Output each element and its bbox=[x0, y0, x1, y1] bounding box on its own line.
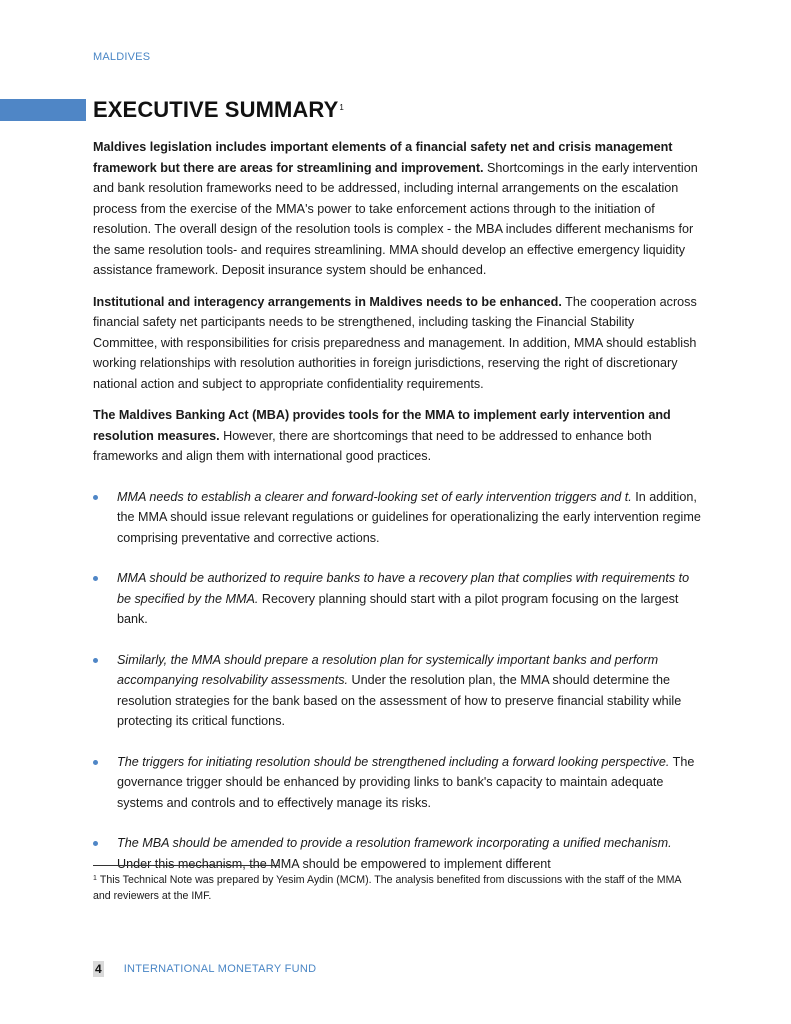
footer-label: INTERNATIONAL MONETARY FUND bbox=[123, 963, 317, 975]
paragraph-lead: Maldives legislation includes important elements of a financial safety net and crisis management framework but there are areas for streamlining and improvement. bbox=[93, 140, 673, 175]
page-number: 4 bbox=[95, 962, 102, 976]
list-item-text: Under the resolution plan, the MMA should determine the resolution strategies for the bank based on the assessment of how to preserve financial stability while protecting its critical functions. bbox=[117, 673, 682, 728]
list-item-lead: The triggers for initiating resolution should be strengthened including a forward looking perspective. bbox=[117, 754, 670, 769]
list-item bbox=[93, 752, 701, 814]
recommendation-list bbox=[93, 487, 701, 875]
footnote-text: This Technical Note was prepared by Yesim Aydin (MCM). The analysis benefited from discussions with the staff of the MMA and reviewers at the IMF. bbox=[93, 874, 681, 902]
paragraph-lead: The Maldives Banking Act (MBA) provides tools for the MMA to implement early intervention and resolution measures. bbox=[93, 408, 671, 443]
title-accent-bar bbox=[0, 99, 86, 121]
bullet-icon bbox=[93, 760, 98, 765]
paragraph-text: However, there are shortcomings that need to be addressed to enhance both frameworks and align them with international good practices. bbox=[93, 428, 652, 463]
list-item-lead: MMA should be authorized to require banks to have a recovery plan that complies with requirements to be specified by the MMA. bbox=[117, 571, 690, 606]
bullet-icon bbox=[93, 495, 98, 500]
list-item bbox=[93, 568, 701, 630]
list-item-lead: MMA needs to establish a clearer and forward-looking set of early intervention triggers and t. bbox=[117, 489, 632, 504]
title-footnote-ref[interactable]: 1 bbox=[339, 103, 344, 112]
footnote bbox=[93, 872, 693, 904]
list-item-text: In addition, the MMA should issue relevant regulations or guidelines for operationalizing the early intervention regime comprising preventative and corrective actions. bbox=[117, 489, 701, 545]
paragraph-text: The cooperation across financial safety net participants needs to be strengthened, including tasking the Financial Stability Committee, with responsibilities for crisis preparedness and management. In addition, MMA should establish working relationships with resolution authorities in foreign jurisdictions, reserving the right of discretionary national action and subject to appropriate confidentiality requirements. bbox=[93, 294, 697, 391]
list-item bbox=[93, 487, 701, 549]
list-item bbox=[93, 833, 701, 874]
list-item-text: Recovery planning should start with a pilot program focusing on the largest bank. bbox=[117, 591, 679, 626]
list-item-lead: Similarly, the MMA should prepare a resolution plan for systemically important banks and perform accompanying resolvability assessments. bbox=[117, 652, 659, 687]
list-item-lead: The MBA should be amended to provide a resolution framework incorporating a unified mechanism. bbox=[117, 836, 672, 850]
paragraph bbox=[93, 405, 701, 467]
page-title bbox=[93, 97, 344, 123]
list-item bbox=[93, 650, 701, 732]
paragraph bbox=[93, 292, 701, 395]
paragraph-text: Shortcomings in the early intervention and bank resolution frameworks need to be addressed, including internal arrangements on the escalation process from the exercise of the MMA's power to take enforcement actions through to the initiation of resolution. The overall design of the resolution tools is complex - the MBA includes different mechanisms for the same resolution tools- and requires streamlining. MMA should develop an effective emergency liquidity assistance framework. Deposit insurance system should be enhanced. bbox=[93, 160, 698, 277]
summary-body bbox=[93, 137, 701, 894]
paragraph-lead: Institutional and interagency arrangements in Maldives needs to be enhanced. bbox=[93, 294, 562, 309]
footnote-divider bbox=[93, 865, 279, 866]
page-title-text: EXECUTIVE SUMMARY bbox=[93, 97, 339, 122]
bullet-icon bbox=[93, 658, 98, 663]
running-header: MALDIVES bbox=[93, 51, 151, 63]
list-item-text: The governance trigger should be enhanced by providing links to bank's capacity to maintain adequate systems and controls and to effectively manage its risks. bbox=[117, 754, 695, 810]
page-footer bbox=[93, 960, 316, 978]
list-item-text: Under this mechanism, the MMA should be empowered to implement different bbox=[117, 856, 551, 871]
bullet-icon bbox=[93, 576, 98, 581]
bullet-icon bbox=[93, 841, 98, 846]
paragraph bbox=[93, 137, 701, 281]
footnote-number: 1 bbox=[93, 875, 97, 882]
